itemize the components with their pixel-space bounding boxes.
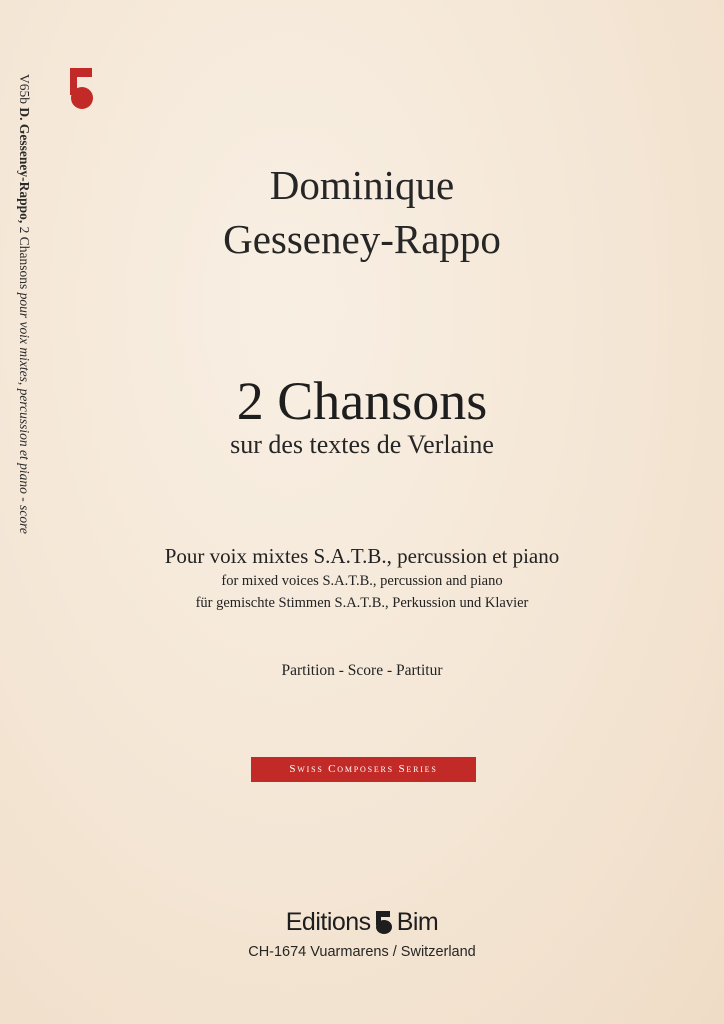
score-type-label: Partition - Score - Partitur: [281, 662, 443, 679]
bim-note-logo-icon: [70, 68, 96, 110]
publisher-logo: [0, 906, 724, 938]
composer-first-name: Dominique: [269, 162, 455, 208]
publisher-name-part2: Bim: [396, 908, 439, 936]
instrumentation-english: for mixed voices S.A.T.B., percussion and piano: [221, 573, 503, 589]
spine-catalog-code: V65b: [17, 74, 32, 108]
publisher-address: CH-1674 Vuarmarens / Switzerland: [248, 944, 476, 960]
series-badge: Swiss Composers Series: [251, 757, 476, 782]
publisher-name-part1: Editions: [285, 908, 371, 936]
spine-description: pour voix mixtes, percussion et piano - score: [17, 292, 32, 534]
composer-last-name: Gesseney-Rappo: [223, 216, 501, 262]
spine-title: 2 Chansons: [17, 226, 32, 293]
bim-note-icon: [374, 908, 396, 936]
instrumentation-german: für gemischte Stimmen S.A.T.B., Perkussion und Klavier: [195, 595, 529, 611]
instrumentation-french: Pour voix mixtes S.A.T.B., percussion et piano: [164, 544, 560, 568]
work-subtitle: sur des textes de Verlaine: [230, 430, 494, 459]
spine-composer: D. Gesseney-Rappo,: [17, 107, 32, 227]
work-title: 2 Chansons: [236, 371, 488, 431]
